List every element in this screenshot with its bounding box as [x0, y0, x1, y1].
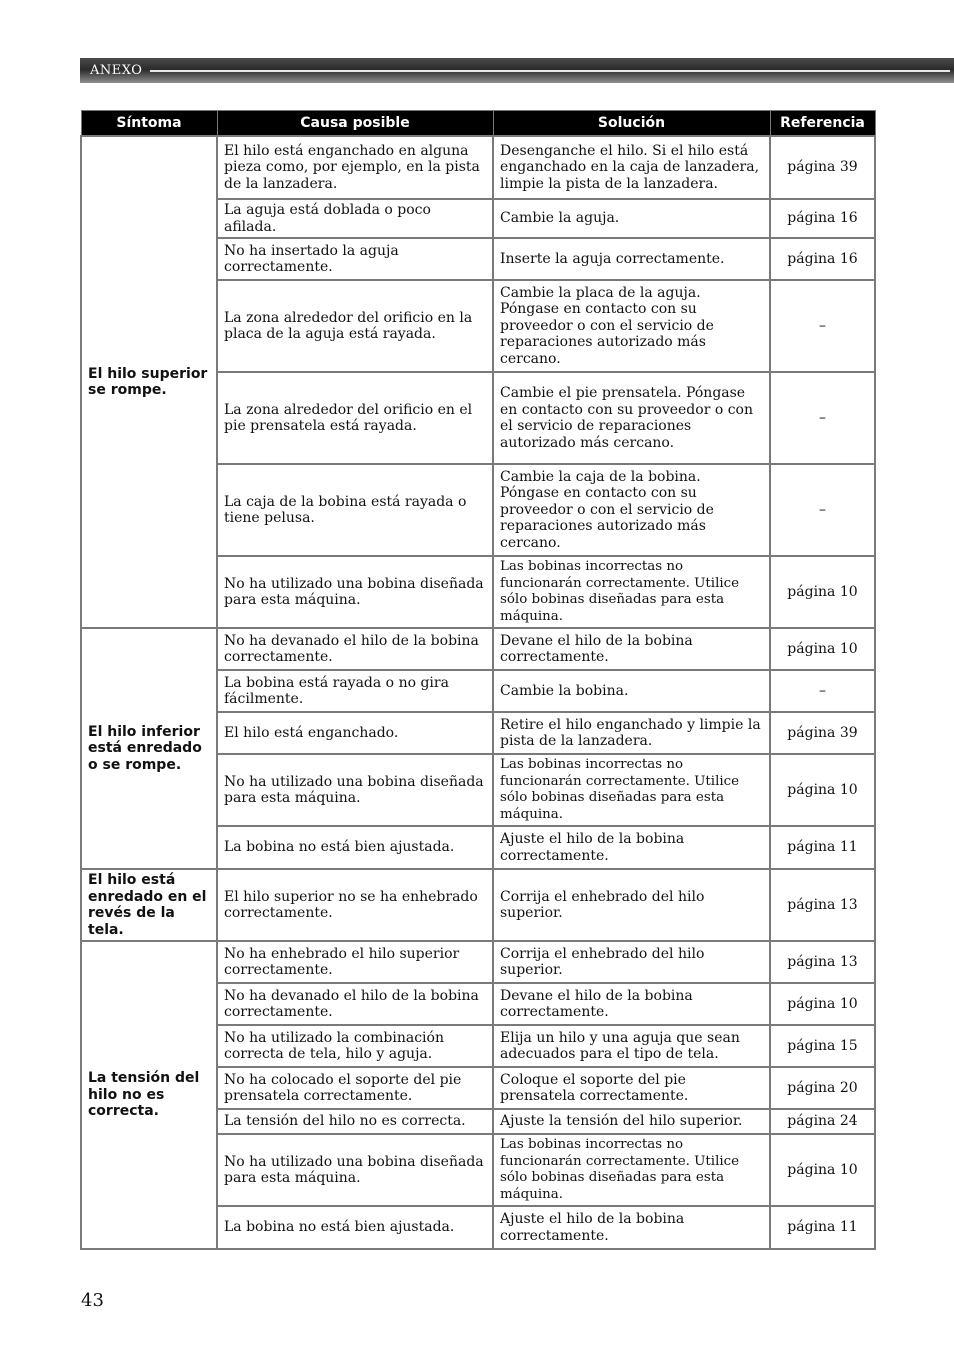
solution-cell: Cambie la caja de la bobina. Póngase en contacto con su proveedor o con el servicio de reparaciones autorizado más cercano.: [493, 464, 770, 556]
column-header-cause: Causa posible: [217, 111, 493, 137]
solution-cell: Ajuste el hilo de la bobina correctamente.: [493, 1206, 770, 1249]
solution-cell: Desenganche el hilo. Si el hilo está enganchado en la caja de lanzadera, limpie la pista de la lanzadera.: [493, 136, 770, 199]
solution-cell: Corrija el enhebrado del hilo superior.: [493, 869, 770, 941]
reference-cell: página 10: [770, 754, 875, 826]
solution-cell: Ajuste la tensión del hilo superior.: [493, 1109, 770, 1134]
reference-cell: página 39: [770, 136, 875, 199]
solution-cell: Inserte la aguja correctamente.: [493, 238, 770, 280]
section-label: ANEXO: [90, 63, 143, 78]
column-header-symptom: Síntoma: [81, 111, 217, 137]
column-header-reference: Referencia: [770, 111, 875, 137]
reference-cell: página 11: [770, 1206, 875, 1249]
cause-cell: No ha colocado el soporte del pie prensatela correctamente.: [217, 1067, 493, 1109]
solution-cell: Corrija el enhebrado del hilo superior.: [493, 941, 770, 983]
cause-cell: El hilo está enganchado en alguna pieza como, por ejemplo, en la pista de la lanzadera.: [217, 136, 493, 199]
reference-cell: página 13: [770, 941, 875, 983]
reference-cell: página 11: [770, 826, 875, 869]
reference-cell: –: [770, 372, 875, 464]
cause-cell: No ha utilizado la combinación correcta de tela, hilo y aguja.: [217, 1025, 493, 1067]
solution-cell: Las bobinas incorrectas no funcionarán correctamente. Utilice sólo bobinas diseñadas para esta máquina.: [493, 556, 770, 628]
solution-cell: Cambie la aguja.: [493, 199, 770, 238]
solution-cell: Cambie el pie prensatela. Póngase en contacto con su proveedor o con el servicio de reparaciones autorizado más cercano.: [493, 372, 770, 464]
page-number: 43: [81, 1290, 104, 1311]
reference-cell: página 10: [770, 556, 875, 628]
cause-cell: No ha devanado el hilo de la bobina correctamente.: [217, 983, 493, 1025]
cause-cell: El hilo superior no se ha enhebrado correctamente.: [217, 869, 493, 941]
table-row: [81, 136, 875, 199]
solution-cell: Las bobinas incorrectas no funcionarán correctamente. Utilice sólo bobinas diseñadas para esta máquina.: [493, 1134, 770, 1206]
header-rule: [150, 70, 950, 72]
reference-cell: página 16: [770, 199, 875, 238]
column-header-solution: Solución: [493, 111, 770, 137]
reference-cell: página 10: [770, 628, 875, 670]
reference-cell: –: [770, 670, 875, 712]
cause-cell: La bobina no está bien ajustada.: [217, 1206, 493, 1249]
reference-cell: página 39: [770, 712, 875, 754]
solution-cell: Cambie la bobina.: [493, 670, 770, 712]
cause-cell: No ha utilizado una bobina diseñada para esta máquina.: [217, 556, 493, 628]
cause-cell: La caja de la bobina está rayada o tiene pelusa.: [217, 464, 493, 556]
cause-cell: No ha devanado el hilo de la bobina correctamente.: [217, 628, 493, 670]
symptom-cell: El hilo está enredado en el revés de la tela.: [81, 869, 217, 941]
symptom-cell: El hilo superior se rompe.: [81, 136, 217, 628]
reference-cell: –: [770, 280, 875, 372]
solution-cell: Coloque el soporte del pie prensatela correctamente.: [493, 1067, 770, 1109]
cause-cell: La zona alrededor del orificio en el pie prensatela está rayada.: [217, 372, 493, 464]
cause-cell: El hilo está enganchado.: [217, 712, 493, 754]
reference-cell: página 10: [770, 983, 875, 1025]
cause-cell: No ha utilizado una bobina diseñada para esta máquina.: [217, 1134, 493, 1206]
solution-cell: Elija un hilo y una aguja que sean adecuados para el tipo de tela.: [493, 1025, 770, 1067]
cause-cell: La aguja está doblada o poco afilada.: [217, 199, 493, 238]
cause-cell: La tensión del hilo no es correcta.: [217, 1109, 493, 1134]
table-row: [81, 869, 875, 941]
cause-cell: La zona alrededor del orificio en la placa de la aguja está rayada.: [217, 280, 493, 372]
symptom-cell: La tensión del hilo no es correcta.: [81, 941, 217, 1249]
cause-cell: La bobina no está bien ajustada.: [217, 826, 493, 869]
troubleshooting-table: [80, 110, 876, 1250]
symptom-cell: El hilo inferior está enredado o se rompe.: [81, 628, 217, 869]
solution-cell: Las bobinas incorrectas no funcionarán correctamente. Utilice sólo bobinas diseñadas para esta máquina.: [493, 754, 770, 826]
solution-cell: Devane el hilo de la bobina correctamente.: [493, 628, 770, 670]
solution-cell: Ajuste el hilo de la bobina correctamente.: [493, 826, 770, 869]
reference-cell: –: [770, 464, 875, 556]
table-header-row: [81, 111, 875, 137]
cause-cell: No ha insertado la aguja correctamente.: [217, 238, 493, 280]
section-header-band: [80, 58, 954, 83]
cause-cell: No ha enhebrado el hilo superior correctamente.: [217, 941, 493, 983]
reference-cell: página 20: [770, 1067, 875, 1109]
reference-cell: página 24: [770, 1109, 875, 1134]
solution-cell: Cambie la placa de la aguja. Póngase en contacto con su proveedor o con el servicio de reparaciones autorizado más cercano.: [493, 280, 770, 372]
reference-cell: página 16: [770, 238, 875, 280]
solution-cell: Devane el hilo de la bobina correctamente.: [493, 983, 770, 1025]
reference-cell: página 15: [770, 1025, 875, 1067]
reference-cell: página 13: [770, 869, 875, 941]
cause-cell: La bobina está rayada o no gira fácilmente.: [217, 670, 493, 712]
solution-cell: Retire el hilo enganchado y limpie la pista de la lanzadera.: [493, 712, 770, 754]
cause-cell: No ha utilizado una bobina diseñada para esta máquina.: [217, 754, 493, 826]
reference-cell: página 10: [770, 1134, 875, 1206]
table-row: [81, 628, 875, 670]
table-row: [81, 941, 875, 983]
